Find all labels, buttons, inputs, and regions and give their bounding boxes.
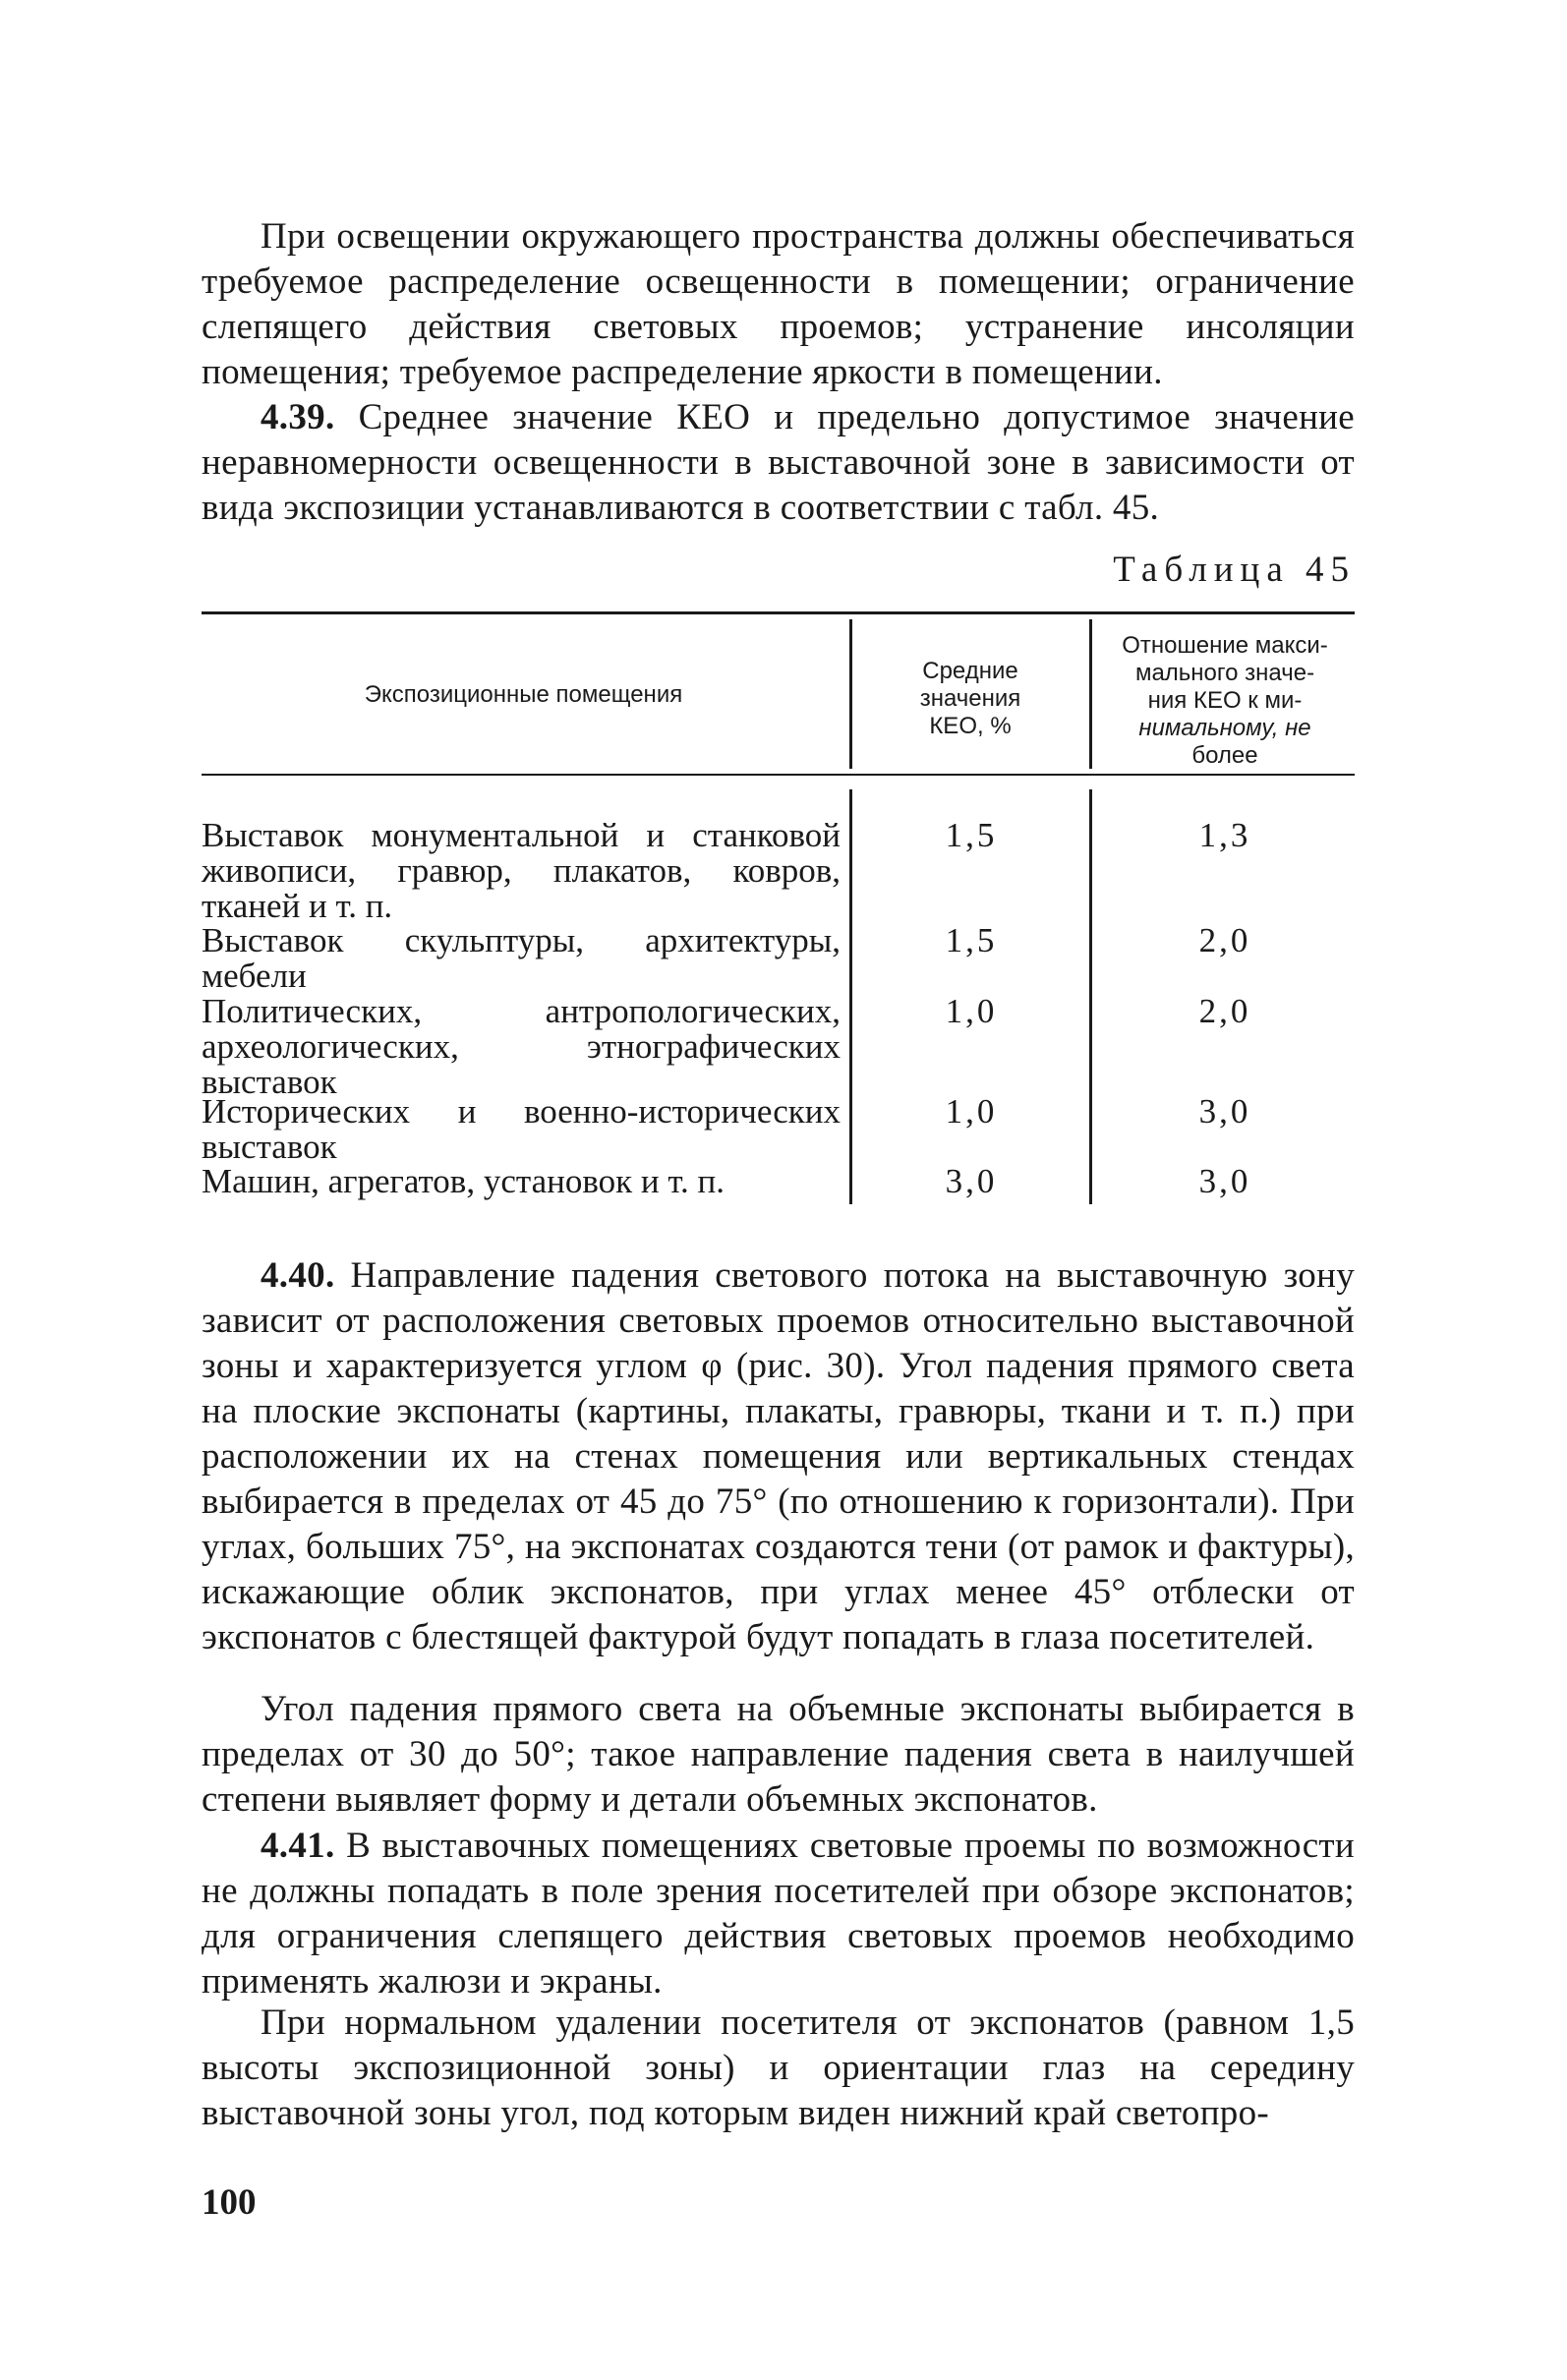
table-row-ratio: 3,0 bbox=[1198, 1162, 1251, 1200]
table-top-rule bbox=[202, 611, 1355, 614]
clause-text-4-40: Направление падения светового потока на выставочную зону зависит от расположения световых проемов относительно выставочной зоны и характеризуется углом φ (рис. 30). Угол падения прямого света на плоские экспонаты (картины, плакаты, гравюры, ткани и т. п.) при расположении их на стенах помещения или вертикальных стендах выбирается в пределах от 45 до 75° (по отношению к горизонтали). При углах, больших 75°, на экспонатах создаются тени (от рамок и фактуры), искажающие облик экспонатов, при углах менее 45° отблески от экспонатов с блестящей фактурой будут попадать в глаза посетителей. bbox=[202, 1255, 1355, 1657]
table-row-name: Выставок скульптуры, архитектуры, мебели bbox=[202, 921, 841, 995]
table-row-keo: 1,0 bbox=[945, 992, 998, 1030]
paragraph-4-39 bbox=[202, 395, 1355, 531]
paragraph-4-41 bbox=[202, 1824, 1355, 2004]
clause-text-4-41: В выставочных помещениях световые проемы по возможности не должны попадать в поле зрения посетителей при обзоре экспонатов; для ограничения слепящего действия световых проемов необходимо применять жалюзи и экраны. bbox=[202, 1826, 1355, 2002]
clause-number-4-39: 4.39. bbox=[261, 397, 335, 437]
table-row-ratio: 2,0 bbox=[1198, 921, 1251, 959]
paragraph-visitor-distance: При нормальном удалении посетителя от экспонатов (равном 1,5 высоты экспозиционной зоны) и ориентации глаз на середину выставочной зоны угол, под которым виден нижний край светопро- bbox=[202, 2003, 1355, 2133]
body-col-divider-1 bbox=[849, 789, 852, 1204]
table-row-name: Политических, антропологических, археологических, этнографических выставок bbox=[202, 992, 841, 1101]
header-exposition-rooms: Экспозиционные помещения bbox=[364, 681, 683, 708]
header-average-keo bbox=[853, 658, 1087, 740]
table-row-ratio: 3,0 bbox=[1198, 1092, 1251, 1131]
table-header-rule bbox=[202, 774, 1355, 776]
table-row-name: Исторических и военно-исторических выставок bbox=[202, 1092, 841, 1166]
paragraph-volumetric-exhibits: Угол падения прямого света на объемные экспонаты выбирается в пределах от 30 до 50°; такое направление падения света в наилучшей степени выявляет форму и детали объемных экспонатов. bbox=[202, 1689, 1355, 1820]
header-keo-ratio-line2: мального значе- bbox=[1134, 660, 1315, 686]
page-number: 100 bbox=[202, 2182, 257, 2223]
header-average-keo-line3: КЕО, % bbox=[929, 713, 1012, 739]
header-keo-ratio-line5: более bbox=[1191, 742, 1258, 769]
paragraph-4-40 bbox=[202, 1253, 1355, 1660]
header-average-keo-line1: Средние bbox=[922, 658, 1018, 684]
table-row-ratio: 1,3 bbox=[1198, 816, 1251, 854]
body-col-divider-2 bbox=[1089, 789, 1092, 1204]
table-row-keo: 3,0 bbox=[945, 1162, 998, 1200]
table-row-name: Машин, агрегатов, установок и т. п. bbox=[202, 1162, 725, 1200]
header-col-divider-2 bbox=[1089, 619, 1092, 769]
header-col-divider-1 bbox=[849, 619, 852, 769]
clause-text-4-39: Среднее значение КЕО и предельно допустимое значение неравномерности освещенности в выставочной зоне в зависимости от вида экспозиции устанавливаются в соответствии с табл. 45. bbox=[202, 397, 1355, 528]
paragraph-illumination-requirements: При освещении окружающего пространства должны обеспечиваться требуемое распределение освещенности в помещении; ограничение слепящего действия световых проемов; устранение инсоляции помещения; требуемое распределение яркости в помещении. bbox=[202, 216, 1355, 392]
table-row-name: Выставок монументальной и станковой живописи, гравюр, плакатов, ковров, тканей и т. п. bbox=[202, 816, 841, 925]
table-row-keo: 1,5 bbox=[945, 921, 998, 959]
header-keo-ratio bbox=[1093, 632, 1357, 770]
table-caption: Таблица 45 bbox=[1113, 550, 1356, 590]
table-row-ratio: 2,0 bbox=[1198, 992, 1251, 1030]
header-average-keo-line2: значения bbox=[919, 685, 1021, 712]
header-keo-ratio-line3: ния КЕО к ми- bbox=[1147, 687, 1303, 714]
table-row-keo: 1,0 bbox=[945, 1092, 998, 1131]
header-keo-ratio-line1: Отношение макси- bbox=[1122, 632, 1328, 659]
header-keo-ratio-line4: нимальному, не bbox=[1138, 715, 1311, 741]
clause-number-4-41: 4.41. bbox=[261, 1826, 335, 1866]
table-row-keo: 1,5 bbox=[945, 816, 998, 854]
clause-number-4-40: 4.40. bbox=[261, 1255, 335, 1296]
